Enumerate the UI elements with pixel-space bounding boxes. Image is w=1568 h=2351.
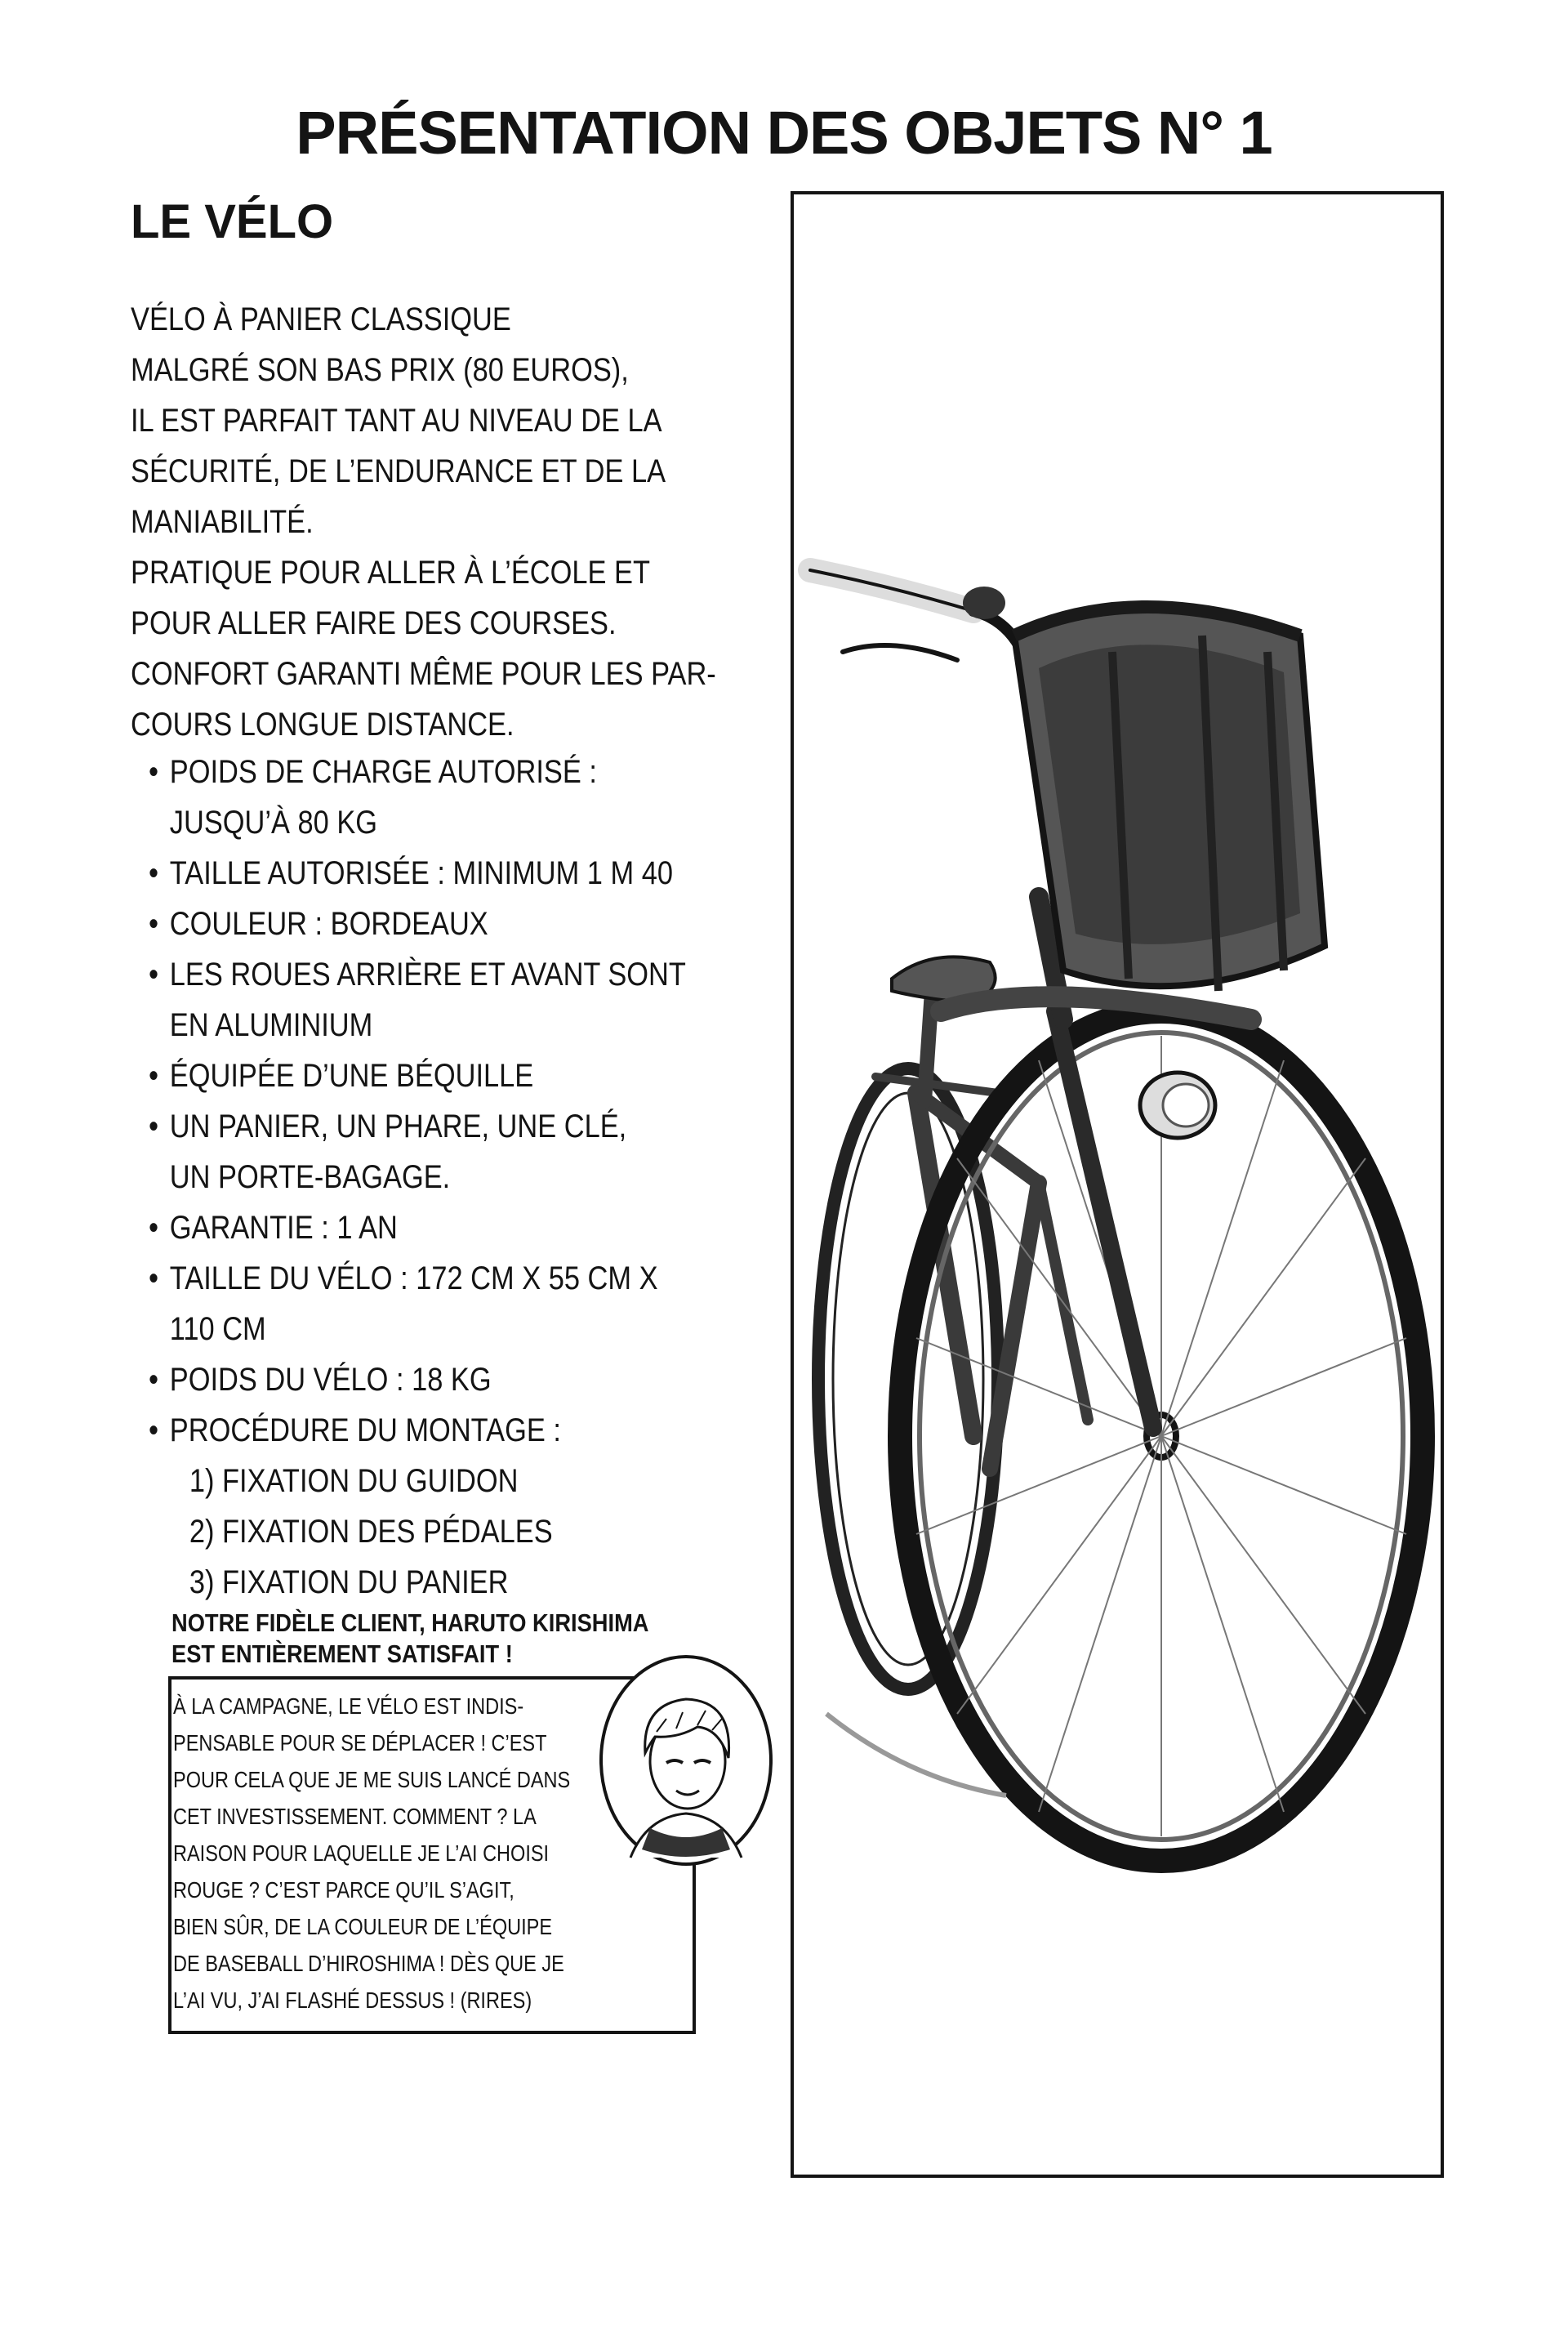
- spec-text: COULEUR : BORDEAUX: [169, 906, 488, 942]
- bullet-icon: •: [149, 906, 159, 942]
- spec-text: TAILLE AUTORISÉE : MINIMUM 1 M 40: [169, 855, 673, 891]
- testimonial-quote: [173, 1688, 571, 2019]
- quote-line: À LA CAMPAGNE, LE VÉLO EST INDIS-: [173, 1693, 524, 1719]
- customer-portrait: [598, 1653, 774, 1867]
- bullet-icon: •: [149, 1210, 159, 1246]
- quote-line: POUR CELA QUE JE ME SUIS LANCÉ DANS: [173, 1767, 571, 1792]
- intro-line: CONFORT GARANTI MÊME POUR LES PAR-: [131, 656, 716, 692]
- quote-line: ROUGE ? C’EST PARCE QU’IL S’AGIT,: [173, 1877, 514, 1903]
- spec-text: 110 CM: [169, 1311, 266, 1347]
- spec-text: EN ALUMINIUM: [169, 1007, 373, 1043]
- intro-line: VÉLO À PANIER CLASSIQUE: [131, 301, 511, 337]
- spec-item: [149, 1253, 703, 1354]
- intro-line: COURS LONGUE DISTANCE.: [131, 707, 514, 743]
- spec-text: UN PANIER, UN PHARE, UNE CLÉ,: [169, 1109, 627, 1144]
- spec-text: ÉQUIPÉE D’UNE BÉQUILLE: [169, 1058, 534, 1094]
- spec-item: [149, 1101, 703, 1202]
- bullet-icon: •: [149, 1260, 159, 1296]
- bullet-icon: •: [149, 1362, 159, 1398]
- intro-line: MANIABILITÉ.: [131, 504, 314, 540]
- handlebar-shape: [810, 570, 1022, 660]
- spec-list: [149, 747, 703, 1608]
- page-title: PRÉSENTATION DES OBJETS N° 1: [296, 99, 1272, 167]
- spec-text: UN PORTE-BAGAGE.: [169, 1159, 451, 1195]
- quote-line: BIEN SÛR, DE LA COULEUR DE L’ÉQUIPE: [173, 1914, 553, 1939]
- spec-text: TAILLE DU VÉLO : 172 CM X 55 CM X: [169, 1260, 658, 1296]
- spec-text: PROCÉDURE DU MONTAGE :: [169, 1412, 561, 1448]
- quote-line: L’AI VU, J’AI FLASHÉ DESSUS ! (RIRES): [173, 1987, 532, 2013]
- quote-line: CET INVESTISSEMENT. COMMENT ? LA: [173, 1804, 537, 1829]
- intro-line: SÉCURITÉ, DE L’ENDURANCE ET DE LA: [131, 453, 666, 489]
- intro-paragraph: [131, 294, 716, 750]
- testimonial-heading-line: NOTRE FIDÈLE CLIENT, HARUTO KIRISHIMA: [172, 1608, 649, 1637]
- spec-text: GARANTIE : 1 AN: [169, 1210, 398, 1246]
- spec-item: [149, 1405, 703, 1608]
- spec-item: [149, 848, 703, 899]
- spec-item: [149, 1051, 703, 1101]
- spec-item: [149, 747, 703, 848]
- spec-item: [149, 1202, 703, 1253]
- spec-text: POIDS DE CHARGE AUTORISÉ :: [169, 754, 597, 790]
- bicycle-illustration: [794, 194, 1441, 2175]
- assembly-step: 3) FIXATION DU PANIER: [189, 1564, 509, 1600]
- quote-line: DE BASEBALL D’HIROSHIMA ! DÈS QUE JE: [173, 1951, 564, 1976]
- bullet-icon: •: [149, 754, 159, 790]
- spec-text: JUSQU’À 80 KG: [169, 805, 378, 841]
- assembly-steps: [170, 1456, 704, 1608]
- intro-line: MALGRÉ SON BAS PRIX (80 EUROS),: [131, 352, 629, 388]
- bullet-icon: •: [149, 957, 159, 993]
- section-title: LE VÉLO: [131, 195, 334, 248]
- intro-line: POUR ALLER FAIRE DES COURSES.: [131, 605, 617, 641]
- testimonial-heading: [172, 1608, 649, 1670]
- spec-text: POIDS DU VÉLO : 18 KG: [169, 1362, 492, 1398]
- headlamp-shape: [1140, 1073, 1215, 1138]
- quote-line: PENSABLE POUR SE DÉPLACER ! C’EST: [173, 1730, 547, 1755]
- bullet-icon: •: [149, 1412, 159, 1448]
- basket-shape: [1014, 607, 1325, 991]
- assembly-step: 1) FIXATION DU GUIDON: [189, 1463, 519, 1499]
- spec-item: [149, 949, 703, 1051]
- intro-line: PRATIQUE POUR ALLER À L’ÉCOLE ET: [131, 555, 650, 591]
- intro-line: IL EST PARFAIT TANT AU NIVEAU DE LA: [131, 403, 662, 439]
- bullet-icon: •: [149, 1058, 159, 1094]
- quote-line: RAISON POUR LAQUELLE JE L’AI CHOISI: [173, 1840, 550, 1866]
- assembly-step: 2) FIXATION DES PÉDALES: [189, 1514, 553, 1550]
- testimonial-heading-line: EST ENTIÈREMENT SATISFAIT !: [172, 1639, 513, 1668]
- bullet-icon: •: [149, 1109, 159, 1144]
- spec-text: LES ROUES ARRIÈRE ET AVANT SONT: [169, 957, 686, 993]
- spec-item: [149, 899, 703, 949]
- spec-item: [149, 1354, 703, 1405]
- bullet-icon: •: [149, 855, 159, 891]
